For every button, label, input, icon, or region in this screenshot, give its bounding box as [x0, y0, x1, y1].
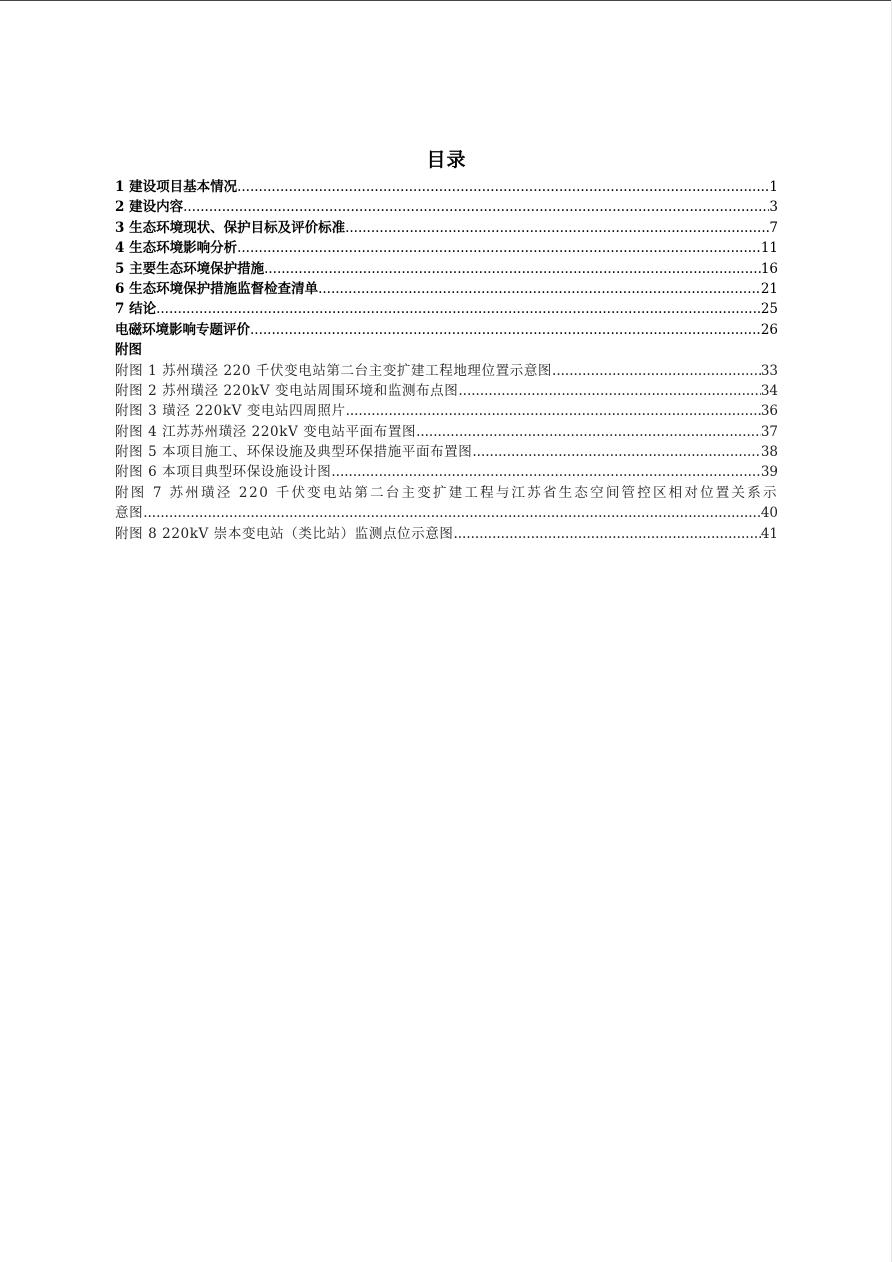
- toc-entry-label: 电磁环境影响专题评价: [115, 321, 250, 338]
- toc-entry-page: 25: [760, 301, 778, 318]
- toc-entry-page: 7: [769, 219, 778, 236]
- toc-appendix-entry[interactable]: [115, 361, 778, 381]
- toc-title: 目录: [426, 149, 467, 171]
- toc-entry-label: 附图 2 苏州璜泾 220kV 变电站周围环境和监测布点图: [115, 382, 459, 399]
- toc-leader-dots: [250, 320, 761, 340]
- toc-leader-dots: [143, 503, 761, 523]
- toc-entry-label: 附图 1 苏州璜泾 220 千伏变电站第二台主变扩建工程地理位置示意图: [115, 362, 553, 379]
- toc-entry-label-line1: 附图 7 苏州璜泾 220 千伏变电站第二台主变扩建工程与江苏省生态空间管控区相对位置关系示: [115, 484, 778, 501]
- toc-leader-dots: [237, 238, 761, 258]
- toc-appendix-entry[interactable]: [115, 462, 778, 482]
- toc-entry[interactable]: [115, 299, 778, 319]
- appendix-heading: 附图: [115, 342, 142, 359]
- toc-leader-dots: [318, 279, 761, 299]
- toc-leader-dots: [346, 401, 761, 421]
- toc-entry-label: 附图 5 本项目施工、环保设施及典型环保措施平面布置图: [115, 444, 473, 461]
- toc-entry-page: 41: [760, 525, 778, 542]
- toc-entry-page: 26: [760, 321, 778, 338]
- page-top-border: [0, 0, 892, 1]
- toc-leader-dots: [472, 442, 760, 462]
- toc-entry[interactable]: [115, 218, 778, 238]
- toc-entry-label: 4 生态环境影响分析: [115, 240, 238, 257]
- toc-appendix-entry[interactable]: [115, 524, 778, 544]
- toc-entry-page: 21: [760, 280, 778, 297]
- toc-entry-label: 附图 8 220kV 崇本变电站（类比站）监测点位示意图: [115, 525, 454, 542]
- toc-entry-label: 附图 6 本项目典型环保设施设计图: [115, 464, 332, 481]
- toc-entry[interactable]: [115, 259, 778, 279]
- toc-leader-dots: [264, 259, 761, 279]
- toc-entry-label: 附图 4 江苏苏州璜泾 220kV 变电站平面布置图: [115, 423, 417, 440]
- toc-leader-dots: [552, 361, 761, 381]
- toc-entry-page: 40: [760, 505, 778, 522]
- toc-entry-page: 3: [769, 199, 778, 216]
- toc-appendix-entry-wrapped[interactable]: [115, 483, 778, 524]
- toc-leader-dots: [331, 462, 760, 482]
- toc-appendix-entry[interactable]: [115, 442, 778, 462]
- toc-entry-page: 16: [760, 260, 778, 277]
- toc-entry[interactable]: [115, 320, 778, 340]
- toc-appendix-entry[interactable]: [115, 381, 778, 401]
- toc-leader-dots: [183, 197, 769, 217]
- toc-entry-label: 6 生态环境保护措施监督检查清单: [115, 280, 319, 297]
- toc-entry-label: 2 建设内容: [115, 199, 184, 216]
- toc-entry-label: 7 结论: [115, 301, 157, 318]
- toc-entry-label: 3 生态环境现状、保护目标及评价标准: [115, 219, 346, 236]
- toc-entry-page: 37: [760, 423, 778, 440]
- toc-entry-line2: [115, 503, 778, 523]
- toc-entry[interactable]: [115, 238, 778, 258]
- toc-appendix-entry[interactable]: [115, 401, 778, 421]
- toc-entry[interactable]: [115, 197, 778, 217]
- toc-entry[interactable]: [115, 177, 778, 197]
- toc-entry-page: 39: [760, 464, 778, 481]
- toc-leader-dots: [237, 177, 769, 197]
- toc-entry-page: 33: [760, 362, 778, 379]
- toc-leader-dots: [156, 299, 761, 319]
- toc-leader-dots: [453, 524, 760, 544]
- toc-entry-page: 11: [760, 240, 778, 257]
- toc-entry-label: 5 主要生态环境保护措施: [115, 260, 265, 277]
- toc-entry-page: 38: [760, 444, 778, 461]
- toc-entry-label-line2: 意图: [115, 505, 144, 522]
- toc-entry[interactable]: [115, 279, 778, 299]
- toc-entry-label: 1 建设项目基本情况: [115, 179, 238, 195]
- table-of-contents: [115, 145, 778, 544]
- toc-entry-label: 附图 3 璜泾 220kV 变电站四周照片: [115, 403, 346, 420]
- toc-leader-dots: [458, 381, 760, 401]
- toc-entry-page: 36: [760, 403, 778, 420]
- toc-entry-page: 1: [769, 179, 778, 195]
- toc-leader-dots: [416, 422, 761, 442]
- toc-appendix-entry[interactable]: [115, 422, 778, 442]
- toc-entry-page: 34: [760, 382, 778, 399]
- toc-leader-dots: [345, 218, 769, 238]
